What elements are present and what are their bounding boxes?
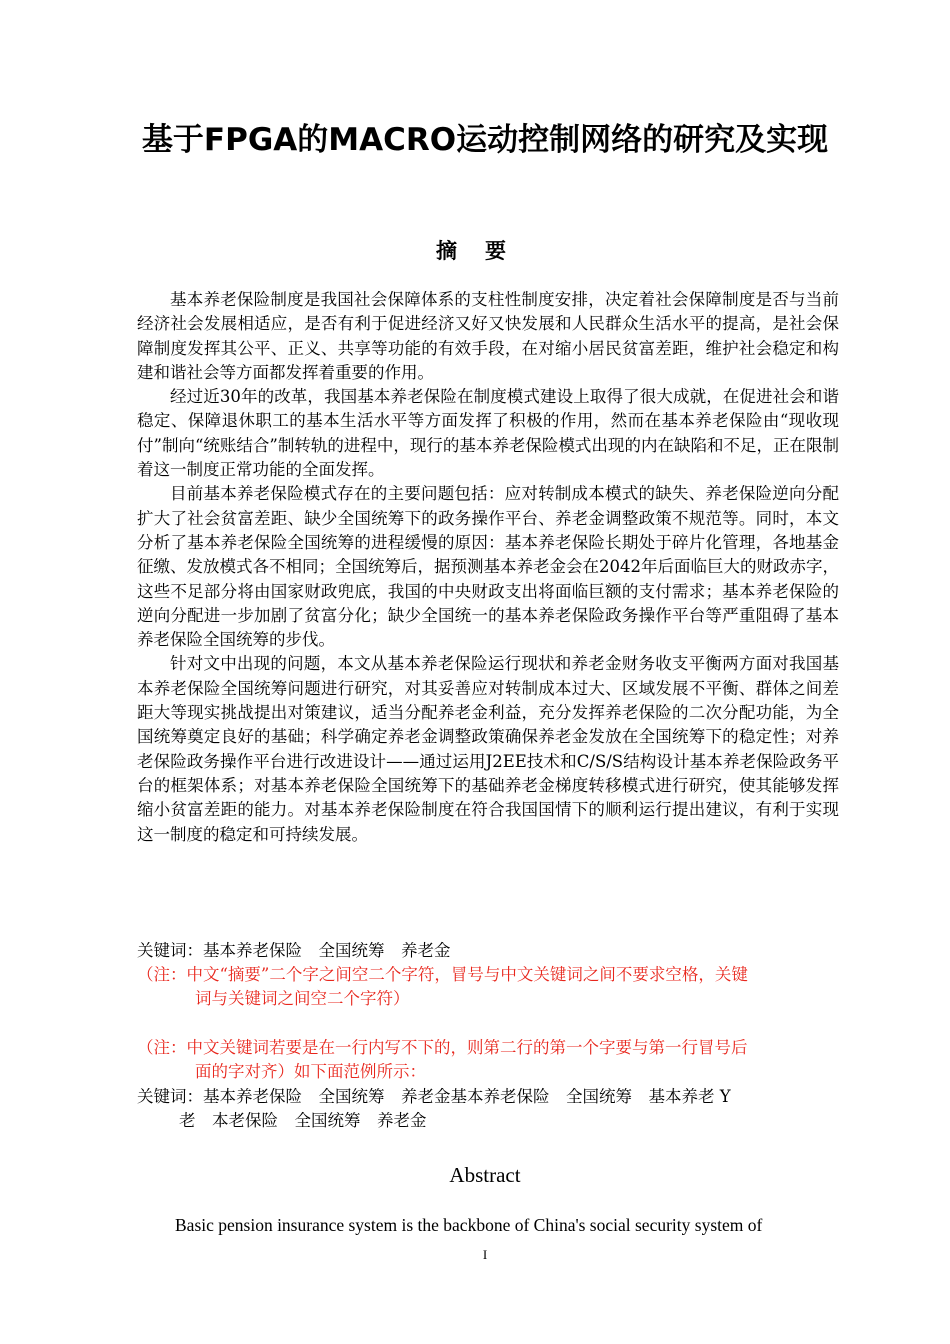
abstract-paragraph-3: 目前基本养老保险模式存在的主要问题包括：应对转制成本模式的缺失、养老保险逆向分配扩大了社会贫富差距、缺少全国统筹下的政务操作平台、养老金调整政策不规范等。同时，本文分析了基本养老保险全国统筹的进程缓慢的原因：基本养老保险长期处于碎片化管理，各地基金征缴、发放模式各不相同；全国统筹后，据预测基本养老金会在2042年后面临巨大的财政赤字，这些不足部分将由国家财政兜底，我国的中央财政支出将面临巨额的支付需求；基本养老保险的逆向分配进一步加剧了贫富分化；缺少全国统一的基本养老保险政务操作平台等严重阻碍了基本养老保险全国统筹的步伐。 [137, 484, 839, 650]
note-alignment [137, 1036, 839, 1085]
english-abstract-paragraph: Basic pension insurance system is the backbone of China's social security system of [175, 1215, 763, 1235]
note-alignment-line-2: 面的字对齐）如下面范例所示： [195, 1062, 426, 1082]
note-spacing-line-1: （注：中文“摘要”二个字之间空二个字符，冒号与中文关键词之间不要求空格，关键 [137, 965, 748, 984]
keywords-example-line-2: 老 本老保险 全国统筹 养老金 [137, 1111, 427, 1131]
keywords-line: 关键词：基本养老保险 全国统筹 养老金 [137, 941, 451, 960]
abstract-body [137, 288, 839, 847]
english-abstract-heading: Abstract [449, 1163, 521, 1187]
page-number: I [482, 1247, 488, 1262]
note-spacing [137, 963, 839, 1012]
abstract-paragraph-2: 经过近30年的改革，我国基本养老保险在制度模式建设上取得了很大成就，在促进社会和谐稳定、保障退休职工的基本生活水平等方面发挥了积极的作用，然而在基本养老保险由“现收现付”制向“统账结合”制转轨的进程中，现行的基本养老保险模式出现的内在缺陷和不足，正在限制着这一制度正常功能的全面发挥。 [137, 387, 839, 480]
abstract-paragraph-4: 针对文中出现的问题，本文从基本养老保险运行现状和养老金财务收支平衡两方面对我国基本养老保险全国统筹问题进行研究，对其妥善应对转制成本过大、区域发展不平衡、群体之间差距大等现实挑战提出对策建议，适当分配养老金利益，充分发挥养老保险的二次分配功能，为全国统筹奠定良好的基础；科学确定养老金调整政策确保养老金发放在全国统筹下的稳定性；对养老保险政务操作平台进行改进设计——通过运用J2EE技术和C/S/S结构设计基本养老保险政务平台的框架体系；对基本养老保险全国统筹下的基础养老金梯度转移模式进行研究，使其能够发挥缩小贫富差距的能力。对基本养老保险制度在符合我国国情下的顺利运行提出建议，有利于实现这一制度的稳定和可持续发展。 [137, 654, 839, 844]
abstract-heading: 摘要 [436, 239, 534, 263]
keywords-example-line-1: 关键词：基本养老保险 全国统筹 养老金基本养老保险 全国统筹 基本养老 Y [137, 1087, 731, 1106]
note-spacing-line-2: 词与关键词之间空二个字符） [195, 989, 410, 1009]
abstract-paragraph-1: 基本养老保险制度是我国社会保障体系的支柱性制度安排，决定着社会保障制度是否与当前经济社会发展相适应，是否有利于促进经济又好又快发展和人民群众生活水平的提高，是社会保障制度发挥其公平、正义、共享等功能的有效手段，在对缩小居民贫富差距，维护社会稳定和构建和谐社会等方面都发挥着重要的作用。 [137, 290, 839, 382]
keywords-example [137, 1085, 839, 1134]
note-alignment-line-1: （注：中文关键词若要是在一行内写不下的，则第二行的第一个字要与第一行冒号后 [137, 1038, 748, 1057]
document-title: 基于FPGA的MACRO运动控制网络的研究及实现 [141, 122, 829, 158]
